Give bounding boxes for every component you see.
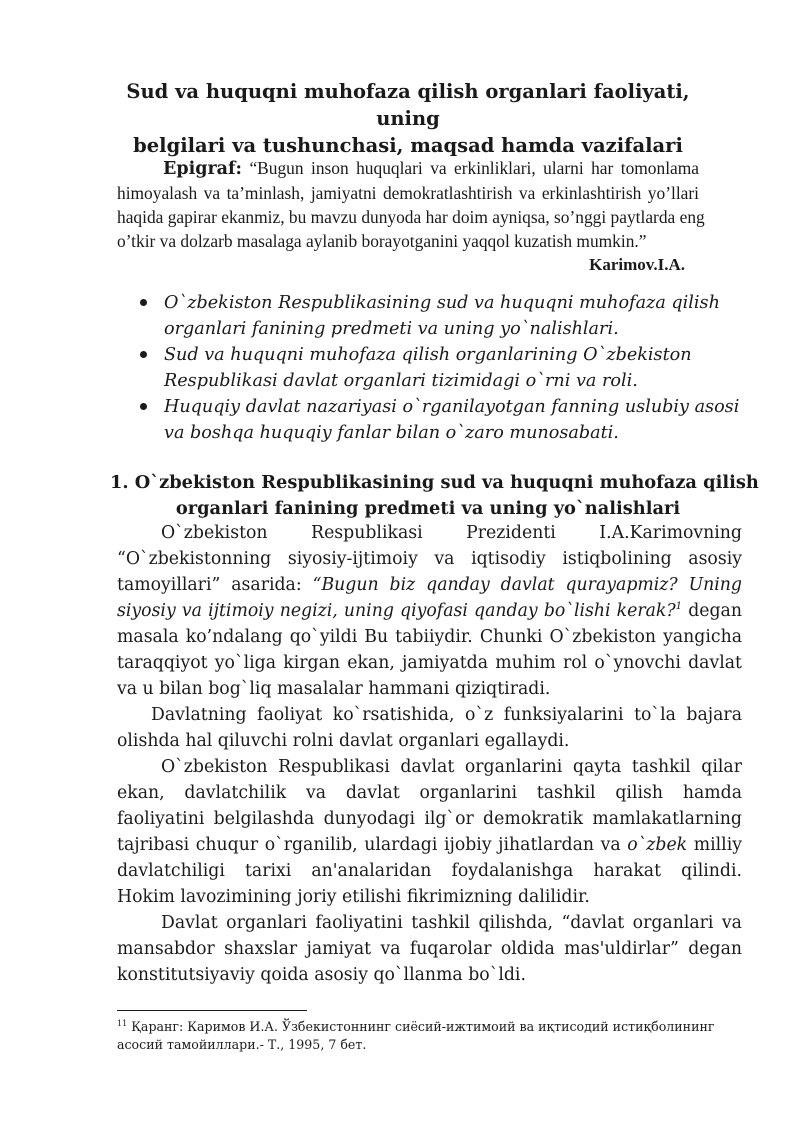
text-line: olishda hal qiluvchi rolni davlat organlari egallaydi.	[117, 731, 570, 751]
text-line: O`zbekiston Respublikasi davlat organlarini qayta tashkil qilar	[161, 757, 742, 777]
footnote-reference[interactable]: 1	[675, 601, 683, 613]
text-line: Hokim lavozimining joriy etilishi fikrimizning dalilidir.	[117, 887, 590, 907]
epigraph-line-4: o’tkir va dolzarb masalaga aylanib borayotganini yaqqol kuzatish mumkin.”	[117, 231, 647, 251]
epigraph-line-1	[117, 156, 699, 181]
text-line	[117, 598, 742, 624]
paragraph-4	[117, 910, 742, 988]
text-line: Davlatning faoliyat ko`rsatishida, o`z funksiyalarini to`la bajara	[151, 705, 742, 725]
paragraph-3	[117, 754, 742, 910]
footnote-line-1: Қаранг: Каримов И.А. Ўзбекистоннинг сиёсий-ижтимоий ва иқтисодий истиқболининг	[127, 1019, 715, 1034]
text-line: Davlat organlari faoliyatini tashkil qilishda, “davlat organlari va	[161, 913, 742, 933]
text-line: davlatchiligi tarixi an'analaridan foydalanishga harakat qilindi.	[117, 861, 742, 881]
document-title	[110, 78, 706, 159]
text-segment: tajribasi chuqur o`rganilib, ulardagi ijobiy jihatlardan va	[117, 835, 628, 855]
list-item-line: O`zbekiston Respublikasining sud va huquqni muhofaza qilish	[164, 293, 720, 313]
list-item-line: va boshqa huquqiy fanlar bilan o`zaro munosabati.	[164, 423, 619, 443]
epigraph-line-2: himoyalash va ta’minlash, jamiyatni demokratlashtirish va erkinlashtirish yo’llari	[117, 183, 699, 203]
epigraph	[117, 156, 705, 277]
list-item-line: Sud va huquqni muhofaza qilish organlarining O`zbekiston	[164, 345, 692, 365]
list-item-line: Respublikasi davlat organlari tizimidagi o`rni va roli.	[164, 371, 638, 391]
text-line: O`zbekiston Respublikasi Prezidenti I.A.Karimovning	[161, 523, 742, 543]
body-text	[117, 520, 742, 988]
list-item	[130, 394, 740, 446]
text-line	[117, 832, 742, 858]
list-item-line: organlari fanining predmeti va uning yo`nalishlari.	[164, 319, 619, 339]
text-line: konstitutsiyaviy qoida asosiy qo`llanma bo`ldi.	[117, 965, 526, 985]
paragraph-1	[117, 520, 742, 702]
topic-list	[130, 290, 740, 446]
list-item-line: Huquqiy davlat nazariyasi o`rganilayotgan fanning uslubiy asosi	[164, 397, 740, 417]
italic-segment: o`zbek	[627, 835, 688, 855]
text-segment: tamoyillari” asarida:	[117, 575, 313, 595]
text-line	[117, 572, 742, 598]
quote-segment: siyosiy va ijtimoiy negizi, uning qiyofasi qanday bo`lishi kerak?	[117, 601, 676, 621]
section-heading-line-1: 1. O`zbekiston Respublikasining sud va huquqni muhofaza qilish	[110, 472, 759, 493]
paragraph-2	[117, 702, 742, 754]
epigraph-line-3: haqida gapirar ekanmiz, bu mavzu dunyoda har doim ayniqsa, so’nggi paytlarda eng	[117, 207, 705, 227]
list-item	[130, 342, 740, 394]
epigraph-author: Karimov.I.A.	[589, 255, 685, 274]
text-segment: milliy	[687, 835, 742, 855]
bullet-icon	[140, 299, 147, 306]
quote-segment: “Bugun biz qanday davlat qurayapmiz? Uning	[312, 575, 742, 595]
footnote-mark: 1	[117, 1018, 123, 1028]
text-line: ekan, davlatchilik va davlat organlarini tashkil qilish hamda	[117, 783, 742, 803]
list-item	[130, 290, 740, 342]
text-line: faoliyatini belgilashda dunyodagi ilg`or demokratik mamlakatlarning	[117, 809, 742, 829]
text-line: masala ko’ndalang qo`yildi Bu tabiiydir. Chunki O`zbekiston yangicha	[117, 627, 742, 647]
footnote	[117, 1018, 757, 1054]
epigraph-text-1: “Bugun inson huquqlari va erkinliklari, ularni har tomonlama	[249, 158, 699, 178]
title-line-2: belgilari va tushunchasi, maqsad hamda vazifalari	[133, 134, 683, 157]
bullet-icon	[140, 403, 147, 410]
text-line: va u bilan bog`liq masalalar hammani qiziqtiradi.	[117, 679, 551, 699]
text-line: taraqqiyot yo`liga kirgan ekan, jamiyatda muhim rol o`ynovchi davlat	[117, 653, 742, 673]
text-segment: degan	[682, 601, 742, 621]
footnote-line-2: асосий тамойиллари.- Т., 1995, 7 бет.	[117, 1037, 367, 1052]
footnote-divider	[117, 1010, 307, 1011]
text-line: mansabdor shaxslar jamiyat va fuqarolar oldida mas'uldirlar” degan	[117, 939, 742, 959]
bullet-icon	[140, 351, 147, 358]
section-heading	[110, 470, 759, 522]
section-heading-line-2: organlari fanining predmeti va uning yo`nalishlari	[175, 498, 681, 519]
title-line-1: Sud va huquqni muhofaza qilish organlari faoliyati, uning	[126, 80, 690, 130]
footnote-mark: 1	[122, 1018, 128, 1028]
epigraph-label: Epigraf:	[163, 159, 243, 179]
text-line: “O`zbekistonning siyosiy-ijtimoiy va iqtisodiy istiqbolining asosiy	[117, 549, 742, 569]
